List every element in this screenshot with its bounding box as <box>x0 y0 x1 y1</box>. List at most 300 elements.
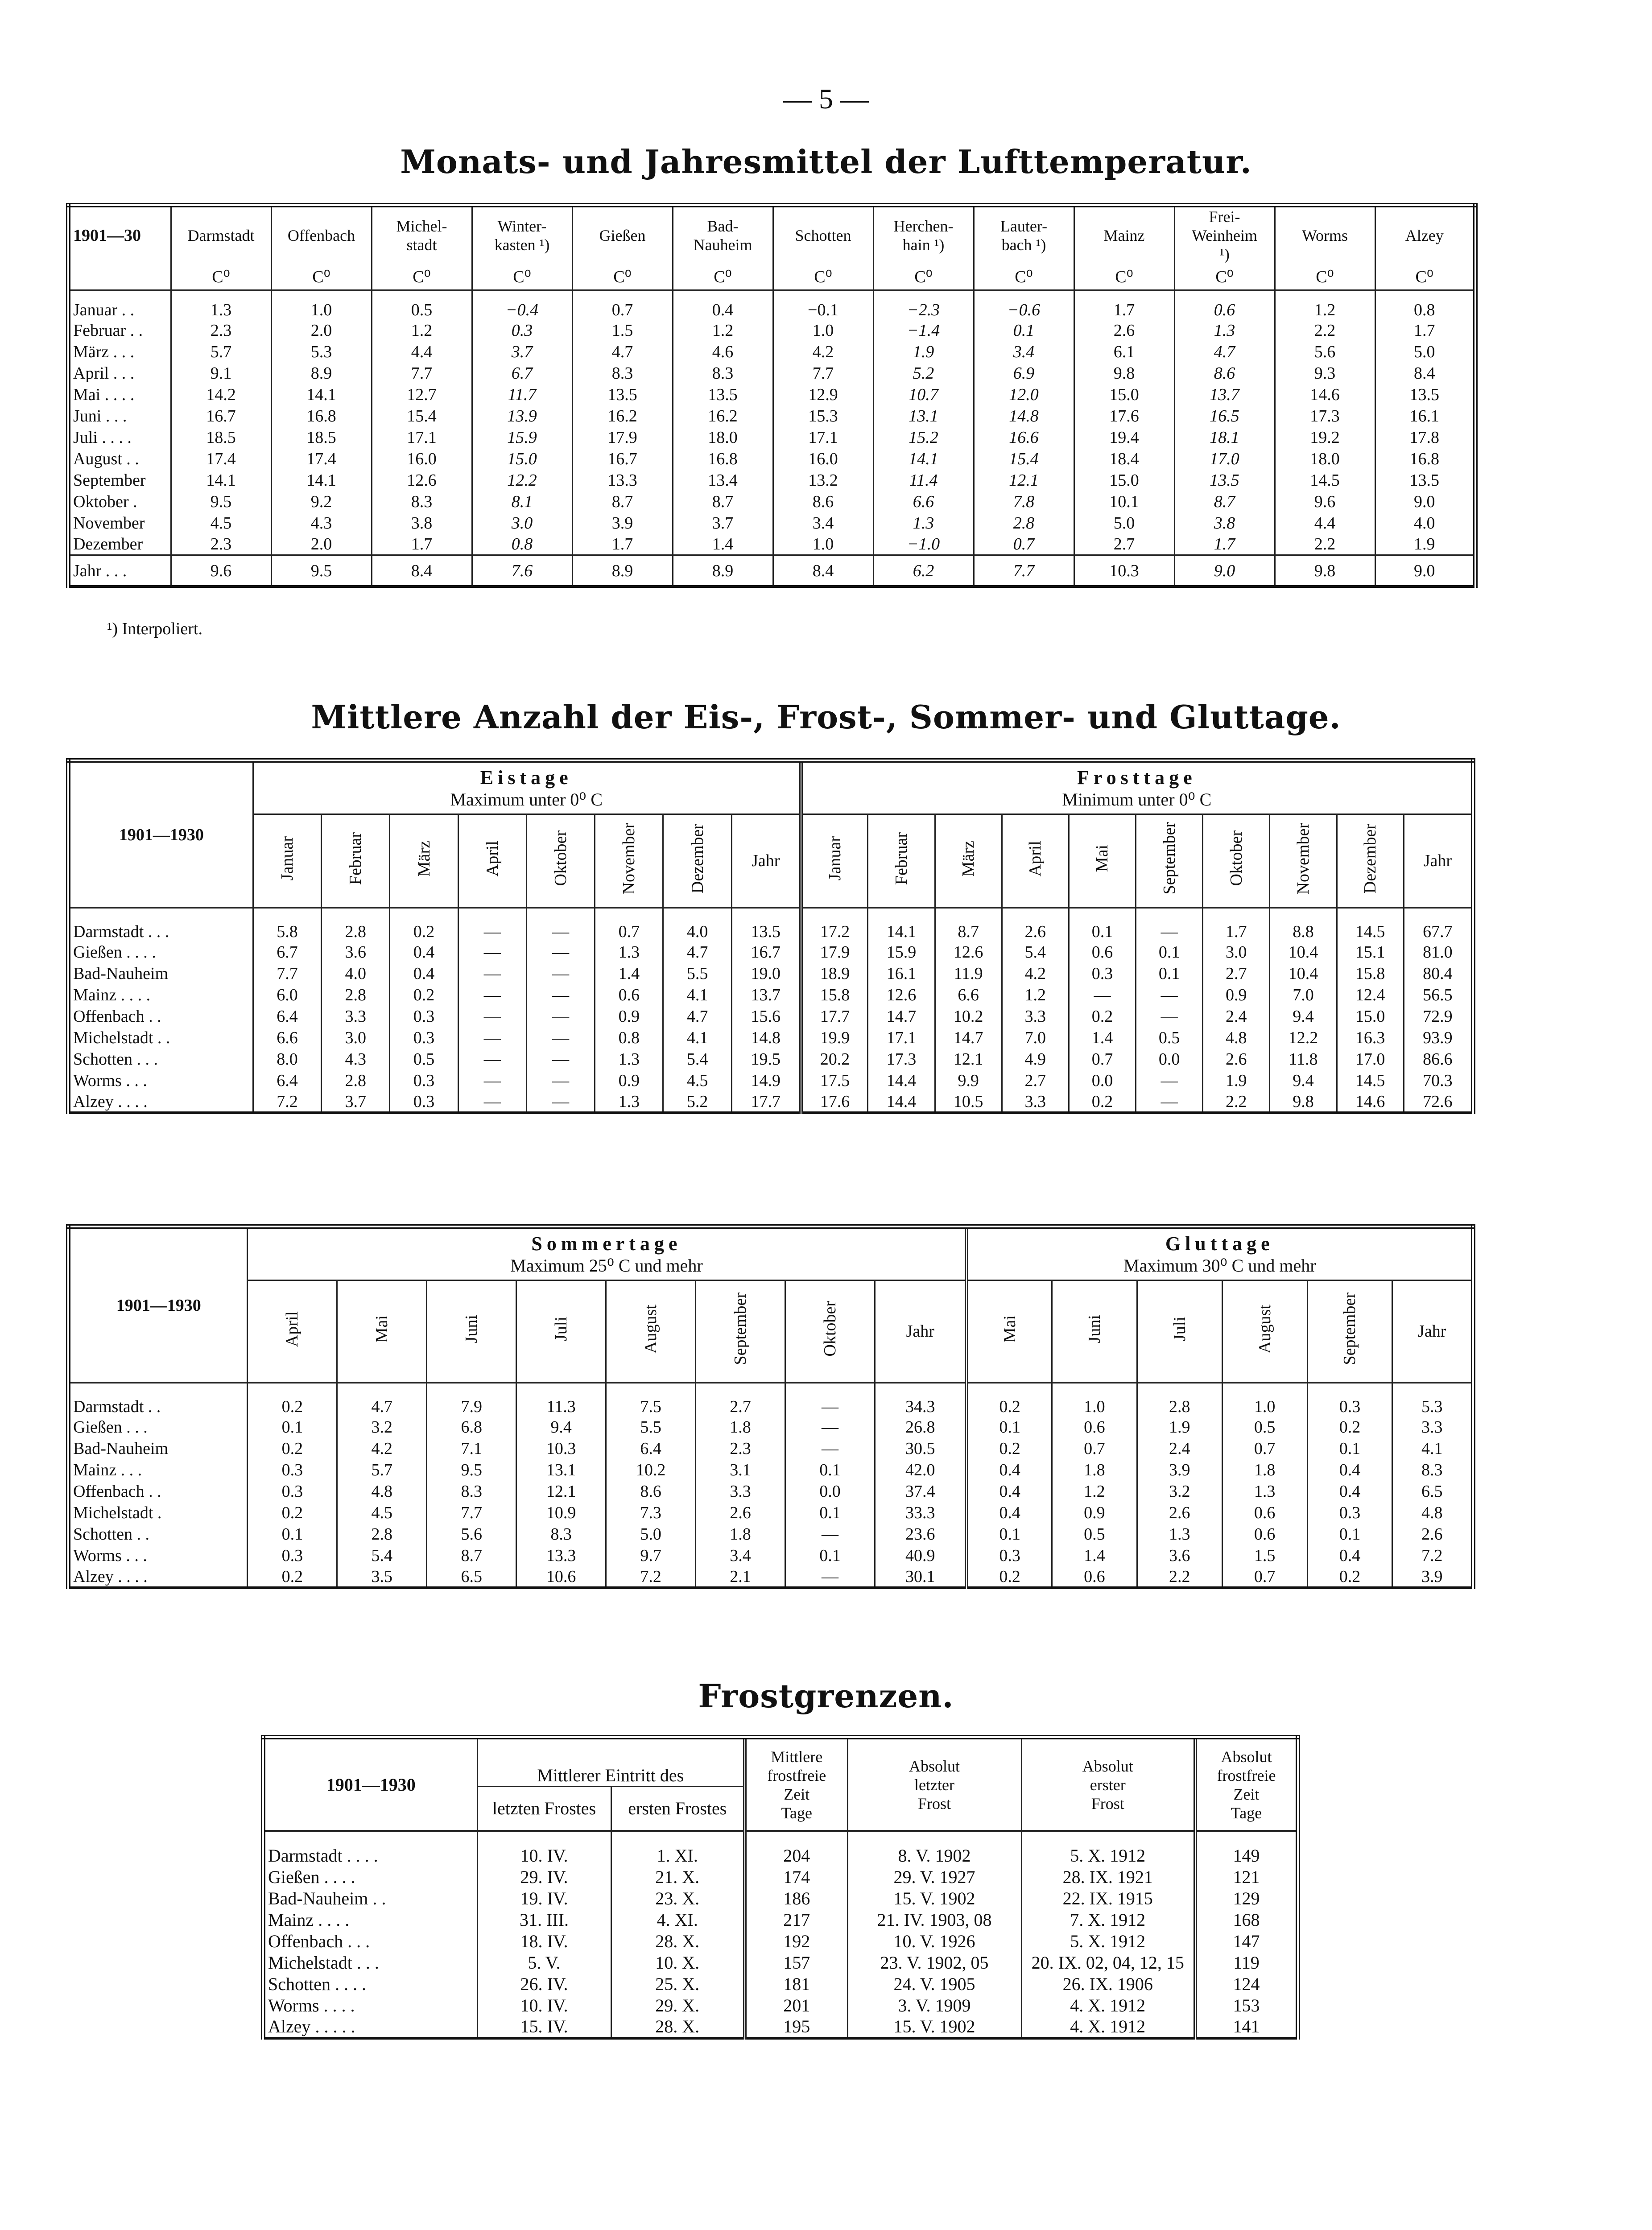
sommertage-col-header <box>427 1280 516 1383</box>
value-cell: 10.2 <box>935 1006 1002 1027</box>
value-cell: 13.5 <box>731 908 801 942</box>
value-cell: 0.6 <box>1222 1524 1307 1545</box>
value-cell: 14.6 <box>1337 1091 1404 1113</box>
value-cell: 12.6 <box>868 984 935 1006</box>
value-cell: 0.0 <box>785 1481 875 1502</box>
table-row <box>263 2016 1298 2038</box>
value-cell: 0.3 <box>390 1006 458 1027</box>
value-cell: 4. XI. <box>611 1909 745 1930</box>
value-cell: 7.1 <box>427 1438 516 1459</box>
value-cell: 1.0 <box>773 534 873 555</box>
absolut-letzter-frost-header: Absolut letzter Frost <box>847 1737 1021 1831</box>
table-row <box>263 1973 1298 1995</box>
value-cell: 13.9 <box>472 405 572 427</box>
unit-label: C⁰ <box>1375 264 1475 290</box>
value-cell: 0.5 <box>372 290 472 320</box>
letzten-frostes-header: letzten Frostes <box>477 1786 611 1831</box>
value-cell: 1.4 <box>595 963 663 984</box>
value-cell: −1.0 <box>873 534 974 555</box>
station-label: Darmstadt . . <box>73 1397 161 1416</box>
eistage-col-header <box>322 814 390 908</box>
value-cell: 2.6 <box>1392 1524 1473 1545</box>
value-cell: 14.7 <box>868 1006 935 1027</box>
table-row <box>68 512 1475 534</box>
value-cell: — <box>458 942 526 963</box>
page-number: — 5 — <box>783 83 869 115</box>
value-cell: 5.7 <box>337 1459 427 1481</box>
value-cell: 14.5 <box>1337 908 1404 942</box>
value-cell: 17.5 <box>801 1070 868 1091</box>
value-cell: 192 <box>745 1930 847 1952</box>
value-cell: 1.4 <box>1069 1027 1136 1049</box>
value-cell: 0.5 <box>1222 1416 1307 1438</box>
value-cell: 0.8 <box>1375 290 1475 320</box>
value-cell: 8.3 <box>572 363 673 384</box>
value-cell: 204 <box>745 1831 847 1866</box>
year-value: 8.9 <box>673 555 773 586</box>
value-cell: 5. X. 1912 <box>1021 1831 1195 1866</box>
value-cell: 129 <box>1195 1887 1298 1909</box>
value-cell: 12.1 <box>516 1481 606 1502</box>
station-label: Bad-Nauheim <box>73 1439 169 1458</box>
value-cell: 1.7 <box>572 534 673 555</box>
group-header-row <box>68 760 1473 814</box>
value-cell: 0.5 <box>1052 1524 1137 1545</box>
value-cell: 0.6 <box>595 984 663 1006</box>
sommertage-col-header <box>248 1280 337 1383</box>
value-cell: 9.4 <box>1270 1006 1337 1027</box>
table-row <box>68 1459 1473 1481</box>
value-cell: 6.5 <box>1392 1481 1473 1502</box>
value-cell: 4.5 <box>663 1070 731 1091</box>
value-cell: 10.7 <box>873 384 974 405</box>
month-header-row <box>68 814 1473 908</box>
station-label: Alzey . . . . <box>73 1567 148 1586</box>
value-cell: 4.7 <box>337 1383 427 1416</box>
value-cell: 3.8 <box>1174 512 1275 534</box>
station-header: Michel- stadt <box>372 205 472 264</box>
value-cell: 10.1 <box>1074 491 1174 512</box>
value-cell: 1.3 <box>595 942 663 963</box>
value-cell: 4.0 <box>663 908 731 942</box>
station-header: Offenbach <box>271 205 372 264</box>
station-label: Bad-Nauheim . . <box>268 1888 386 1908</box>
value-cell: 4.7 <box>572 341 673 363</box>
station-header: Herchen- hain ¹) <box>873 205 974 264</box>
value-cell: 1.9 <box>1375 534 1475 555</box>
value-cell: 18.0 <box>1275 448 1375 470</box>
value-cell: 42.0 <box>875 1459 966 1481</box>
unit-label: C⁰ <box>673 264 773 290</box>
value-cell: 0.2 <box>1307 1416 1392 1438</box>
value-cell: 2.8 <box>322 908 390 942</box>
value-cell: 11.8 <box>1270 1049 1337 1070</box>
value-cell: 0.7 <box>974 534 1074 555</box>
value-cell: 2.3 <box>171 534 271 555</box>
value-cell: — <box>458 1049 526 1070</box>
value-cell: 14.7 <box>935 1027 1002 1049</box>
value-cell: 0.1 <box>974 320 1074 341</box>
value-cell: 16.0 <box>372 448 472 470</box>
value-cell: 0.3 <box>966 1545 1052 1566</box>
table-row <box>68 534 1475 555</box>
col-label: Oktober <box>1227 830 1246 887</box>
value-cell: 14.4 <box>868 1070 935 1091</box>
unit-label: C⁰ <box>873 264 974 290</box>
year-row <box>68 555 1475 586</box>
value-cell: 0.2 <box>390 908 458 942</box>
table-row <box>263 1866 1298 1887</box>
gluttage-col-header <box>1137 1280 1222 1383</box>
value-cell: 4.7 <box>1174 341 1275 363</box>
value-cell: 2.2 <box>1137 1566 1222 1588</box>
footnote: ¹) Interpoliert. <box>107 619 202 638</box>
value-cell: 17.1 <box>868 1027 935 1049</box>
value-cell: 6.5 <box>427 1566 516 1588</box>
value-cell: 7.5 <box>606 1383 696 1416</box>
year-value: 10.3 <box>1074 555 1174 586</box>
value-cell: 2.4 <box>1203 1006 1270 1027</box>
value-cell: 18.5 <box>171 427 271 448</box>
value-cell: 1.0 <box>773 320 873 341</box>
value-cell: 12.1 <box>974 470 1074 491</box>
unit-label: C⁰ <box>773 264 873 290</box>
value-cell: 17.2 <box>801 908 868 942</box>
value-cell: 4.2 <box>337 1438 427 1459</box>
value-cell: — <box>458 1091 526 1113</box>
value-cell: 10.6 <box>516 1566 606 1588</box>
month-label: Juli . . . . <box>73 428 132 447</box>
value-cell: 8.8 <box>1270 908 1337 942</box>
year-value: 8.9 <box>572 555 673 586</box>
year-value: 9.8 <box>1275 555 1375 586</box>
value-cell: — <box>526 908 595 942</box>
value-cell: 16.1 <box>1375 405 1475 427</box>
unit-label: C⁰ <box>1074 264 1174 290</box>
value-cell: 20.2 <box>801 1049 868 1070</box>
value-cell: 0.6 <box>1222 1502 1307 1524</box>
value-cell: 3.7 <box>322 1091 390 1113</box>
value-cell: 15.8 <box>801 984 868 1006</box>
value-cell: 15.3 <box>773 405 873 427</box>
value-cell: 121 <box>1195 1866 1298 1887</box>
year-value: 9.0 <box>1375 555 1475 586</box>
value-cell: 4.8 <box>1392 1502 1473 1524</box>
value-cell: 17.9 <box>572 427 673 448</box>
value-cell: 0.9 <box>1203 984 1270 1006</box>
year-value: 9.6 <box>171 555 271 586</box>
value-cell: 17.3 <box>1275 405 1375 427</box>
value-cell: 16.6 <box>974 427 1074 448</box>
value-cell: 30.1 <box>875 1566 966 1588</box>
table-row <box>263 1909 1298 1930</box>
value-cell: 149 <box>1195 1831 1298 1866</box>
table-row <box>263 1831 1298 1866</box>
value-cell: 2.8 <box>337 1524 427 1545</box>
eistage-col-header <box>526 814 595 908</box>
gluttage-col-header <box>1392 1280 1473 1383</box>
value-cell: 6.9 <box>974 363 1074 384</box>
month-label: August . . <box>73 450 139 468</box>
frosttage-col-header <box>935 814 1002 908</box>
value-cell: — <box>1136 1070 1203 1091</box>
month-label: Februar . . <box>73 321 143 340</box>
value-cell: 6.1 <box>1074 341 1174 363</box>
mittlere-frostfreie-zeit-header: Mittlere frostfreie Zeit Tage <box>745 1737 847 1831</box>
value-cell: 19.4 <box>1074 427 1174 448</box>
value-cell: 23.6 <box>875 1524 966 1545</box>
value-cell: 0.6 <box>1069 942 1136 963</box>
value-cell: — <box>526 1027 595 1049</box>
value-cell: 0.7 <box>595 908 663 942</box>
value-cell: 1.9 <box>873 341 974 363</box>
sommertage-col-header <box>337 1280 427 1383</box>
value-cell: 1.7 <box>372 534 472 555</box>
frosttage-col-header <box>1136 814 1203 908</box>
value-cell: 181 <box>745 1973 847 1995</box>
value-cell: 3.4 <box>773 512 873 534</box>
value-cell: 0.2 <box>966 1438 1052 1459</box>
table-row <box>68 448 1475 470</box>
value-cell: 0.4 <box>1307 1481 1392 1502</box>
col-label: April <box>283 1311 302 1347</box>
value-cell: 6.6 <box>253 1027 321 1049</box>
value-cell: — <box>526 942 595 963</box>
value-cell: 14.8 <box>974 405 1074 427</box>
table-row <box>68 290 1475 320</box>
value-cell: 17.1 <box>773 427 873 448</box>
station-label: Worms . . . <box>73 1546 147 1565</box>
station-label: Schotten . . <box>73 1525 149 1544</box>
month-label: September <box>73 471 146 490</box>
value-cell: 2.8 <box>322 984 390 1006</box>
unit-label: C⁰ <box>1174 264 1275 290</box>
corner-label: 1901—30 <box>73 226 141 245</box>
value-cell: 5.0 <box>1074 512 1174 534</box>
station-label: Michelstadt . . . <box>268 1952 379 1973</box>
section4-title: Frostgrenzen. <box>698 1677 954 1715</box>
sommertage-col-header <box>785 1280 875 1383</box>
station-header: Darmstadt <box>171 205 271 264</box>
value-cell: 3.9 <box>1392 1566 1473 1588</box>
value-cell: 5.5 <box>663 963 731 984</box>
value-cell: 1.2 <box>372 320 472 341</box>
value-cell: 13.4 <box>673 470 773 491</box>
value-cell: 29. IV. <box>477 1866 611 1887</box>
value-cell: 10. IV. <box>477 1831 611 1866</box>
col-label: Oktober <box>551 830 570 887</box>
value-cell: 4.8 <box>337 1481 427 1502</box>
value-cell: 86.6 <box>1404 1049 1473 1070</box>
station-header: Bad- Nauheim <box>673 205 773 264</box>
value-cell: 5.2 <box>663 1091 731 1113</box>
value-cell: 4.2 <box>773 341 873 363</box>
value-cell: 0.6 <box>1174 290 1275 320</box>
value-cell: 17.7 <box>731 1091 801 1113</box>
value-cell: 0.4 <box>1307 1459 1392 1481</box>
station-header: Lauter- bach ¹) <box>974 205 1074 264</box>
value-cell: 0.4 <box>390 963 458 984</box>
value-cell: 1.9 <box>1137 1416 1222 1438</box>
value-cell: 0.3 <box>390 1070 458 1091</box>
section1-title: Monats- und Jahresmittel der Lufttemperatur. <box>400 143 1252 181</box>
value-cell: 80.4 <box>1404 963 1473 984</box>
value-cell: 3.6 <box>322 942 390 963</box>
value-cell: 13.5 <box>1375 384 1475 405</box>
value-cell: 3.3 <box>1002 1091 1069 1113</box>
value-cell: 7.2 <box>253 1091 321 1113</box>
value-cell: 6.7 <box>253 942 321 963</box>
value-cell: −2.3 <box>873 290 974 320</box>
col-label: Jahr <box>906 1321 934 1341</box>
col-label: August <box>641 1304 661 1354</box>
station-label: Gießen . . . . <box>268 1867 355 1887</box>
value-cell: 70.3 <box>1404 1070 1473 1091</box>
sommertage-sub: Maximum 25⁰ C und mehr <box>510 1255 703 1276</box>
value-cell: 2.7 <box>696 1383 785 1416</box>
station-label: Darmstadt . . . <box>73 922 169 941</box>
value-cell: 2.6 <box>1074 320 1174 341</box>
unit-label: C⁰ <box>372 264 472 290</box>
value-cell: 201 <box>745 1995 847 2016</box>
sommer-glut-table <box>66 1224 1475 1589</box>
value-cell: — <box>1136 1006 1203 1027</box>
value-cell: 124 <box>1195 1973 1298 1995</box>
station-label: Offenbach . . <box>73 1007 161 1026</box>
value-cell: 3.3 <box>322 1006 390 1027</box>
frosttage-col-header <box>1404 814 1473 908</box>
value-cell: 16.2 <box>572 405 673 427</box>
value-cell: 0.1 <box>785 1459 875 1481</box>
value-cell: 2.6 <box>1137 1502 1222 1524</box>
value-cell: 19.9 <box>801 1027 868 1049</box>
sommertage-col-header <box>606 1280 696 1383</box>
value-cell: 9.0 <box>1375 491 1475 512</box>
value-cell: 1.4 <box>673 534 773 555</box>
value-cell: 3.0 <box>1203 942 1270 963</box>
value-cell: 10.4 <box>1270 963 1337 984</box>
temperature-table <box>66 203 1478 588</box>
value-cell: 7.2 <box>606 1566 696 1588</box>
ersten-frostes-header: ersten Frostes <box>611 1786 745 1831</box>
value-cell: 0.8 <box>472 534 572 555</box>
value-cell: 3.6 <box>1137 1545 1222 1566</box>
value-cell: 0.3 <box>1307 1502 1392 1524</box>
value-cell: 6.4 <box>253 1070 321 1091</box>
value-cell: 18. IV. <box>477 1930 611 1952</box>
value-cell: 3.7 <box>673 512 773 534</box>
value-cell: 12.6 <box>372 470 472 491</box>
header-row-top <box>263 1737 1298 1786</box>
gluttage-col-header <box>1307 1280 1392 1383</box>
value-cell: 28. X. <box>611 1930 745 1952</box>
value-cell: 7.7 <box>773 363 873 384</box>
mittlerer-eintritt-header: Mittlerer Eintritt des <box>477 1737 745 1786</box>
header-row-stations <box>68 205 1475 264</box>
value-cell: 6.4 <box>606 1438 696 1459</box>
value-cell: 14.9 <box>731 1070 801 1091</box>
station-label: Alzey . . . . <box>73 1092 148 1111</box>
col-label: Februar <box>892 832 911 885</box>
value-cell: 7.7 <box>253 963 321 984</box>
col-label: Dezember <box>688 823 707 893</box>
value-cell: — <box>458 1070 526 1091</box>
value-cell: 9.4 <box>516 1416 606 1438</box>
value-cell: 0.3 <box>1307 1383 1392 1416</box>
value-cell: 0.7 <box>1222 1438 1307 1459</box>
gluttage-group <box>966 1226 1473 1280</box>
value-cell: 141 <box>1195 2016 1298 2038</box>
month-label: Juni . . . <box>73 407 127 425</box>
value-cell: — <box>785 1566 875 1588</box>
value-cell: 40.9 <box>875 1545 966 1566</box>
frosttage-col-header <box>1203 814 1270 908</box>
value-cell: 7.8 <box>974 491 1074 512</box>
absolut-erster-frost-header: Absolut erster Frost <box>1021 1737 1195 1831</box>
col-label: Juli <box>552 1317 571 1342</box>
value-cell: 26. IX. 1906 <box>1021 1973 1195 1995</box>
value-cell: 0.6 <box>1052 1416 1137 1438</box>
value-cell: 7.9 <box>427 1383 516 1416</box>
unit-label: C⁰ <box>1275 264 1375 290</box>
value-cell: 0.3 <box>472 320 572 341</box>
value-cell: 15. IV. <box>477 2016 611 2038</box>
value-cell: 4.7 <box>663 942 731 963</box>
table-row <box>68 1545 1473 1566</box>
value-cell: 18.9 <box>801 963 868 984</box>
value-cell: 8.3 <box>516 1524 606 1545</box>
value-cell: 9.9 <box>935 1070 1002 1091</box>
col-label: August <box>1255 1304 1274 1354</box>
value-cell: 3.1 <box>696 1459 785 1481</box>
value-cell: 8.3 <box>427 1481 516 1502</box>
value-cell: — <box>458 984 526 1006</box>
month-label: März . . . <box>73 343 135 361</box>
value-cell: 19.2 <box>1275 427 1375 448</box>
value-cell: — <box>785 1416 875 1438</box>
value-cell: 8.1 <box>472 491 572 512</box>
col-label: September <box>1340 1293 1359 1365</box>
value-cell: 11.9 <box>935 963 1002 984</box>
col-label: Juni <box>462 1315 481 1343</box>
col-label: Mai <box>1093 845 1112 872</box>
value-cell: 0.9 <box>1052 1502 1137 1524</box>
value-cell: 4. X. 1912 <box>1021 2016 1195 2038</box>
col-label: November <box>1293 822 1313 894</box>
value-cell: 16.7 <box>572 448 673 470</box>
table-row <box>68 1502 1473 1524</box>
station-label: Michelstadt . <box>73 1503 162 1522</box>
value-cell: 14.1 <box>171 470 271 491</box>
absolut-frostfreie-zeit-header: Absolut frostfreie Zeit Tage <box>1195 1737 1298 1831</box>
value-cell: 7.2 <box>1392 1545 1473 1566</box>
value-cell: 10. X. <box>611 1952 745 1973</box>
gluttage-col-header <box>966 1280 1052 1383</box>
corner-label: 1901—1930 <box>68 1226 248 1383</box>
value-cell: 5.4 <box>1002 942 1069 963</box>
eistage-col-header <box>458 814 526 908</box>
value-cell: 28. X. <box>611 2016 745 2038</box>
col-label: Dezember <box>1361 823 1380 893</box>
month-label: Januar . . <box>73 301 135 319</box>
value-cell: 72.9 <box>1404 1006 1473 1027</box>
value-cell: 0.1 <box>785 1502 875 1524</box>
value-cell: −0.6 <box>974 290 1074 320</box>
value-cell: 15. V. 1902 <box>847 2016 1021 2038</box>
unit-label: C⁰ <box>472 264 572 290</box>
value-cell: 5.2 <box>873 363 974 384</box>
table-row <box>68 942 1473 963</box>
